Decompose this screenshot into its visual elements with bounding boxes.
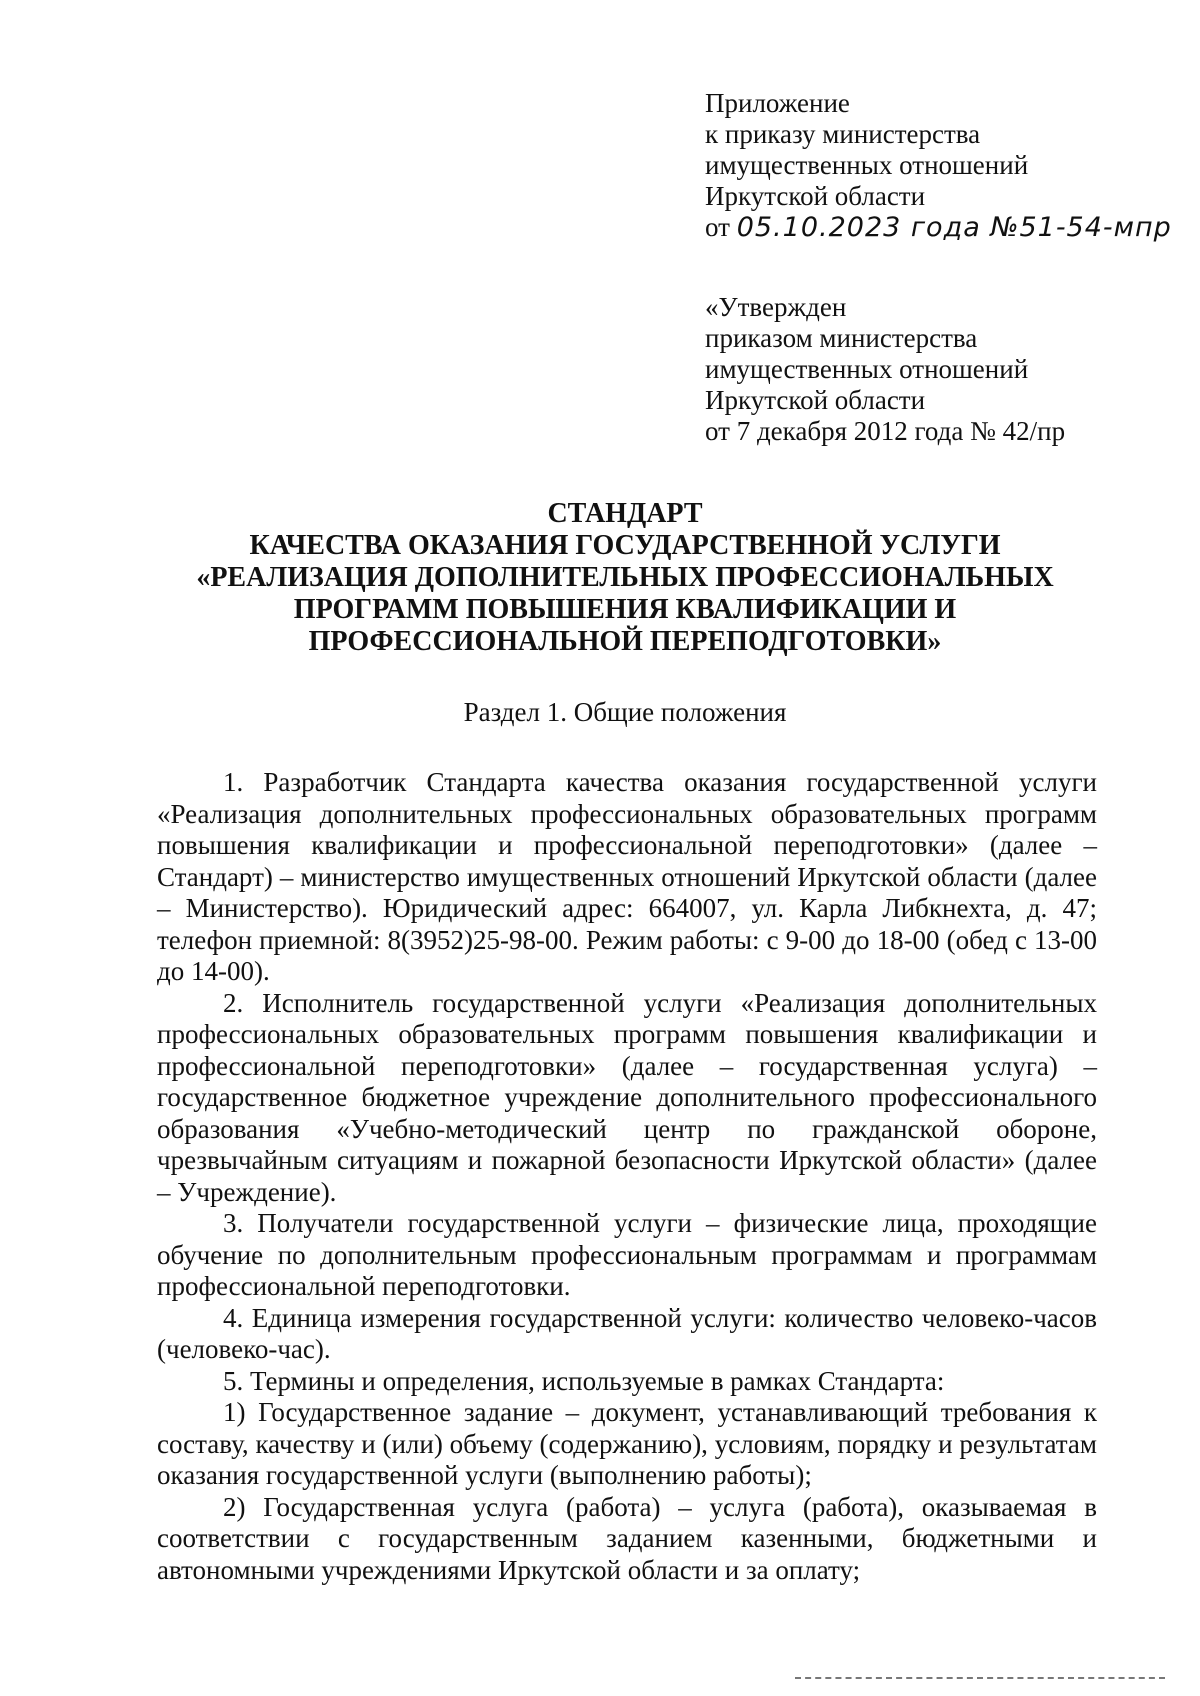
handwritten-date: 05.10.2023 года №51-54-мпр [736, 212, 1172, 243]
appendix-block [705, 88, 1172, 243]
approval-line: Иркутской области [705, 385, 926, 415]
approval-line: «Утвержден [705, 292, 847, 322]
approval-line: приказом министерства [705, 323, 978, 353]
title-line: ПРОФЕССИОНАЛЬНОЙ ПЕРЕПОДГОТОВКИ» [308, 626, 942, 657]
appendix-line: Приложение [705, 88, 850, 118]
approval-line: от 7 декабря 2012 года № 42/пр [705, 416, 1066, 446]
title-line: СТАНДАРТ [547, 498, 703, 529]
appendix-line: к приказу министерства [705, 119, 981, 149]
paragraph: 2. Исполнитель государственной услуги «Реализация дополнительных профессиональных образовательных программ повышения квалификации и профессиональной переподготовки» (далее – государственная услуга) – государственное бюджетное учреждение дополнительного профессионального образования «Учебно-методический центр по гражданской обороне, чрезвычайным ситуациям и пожарной безопасности Иркутской области» (далее – Учреждение). [157, 987, 1097, 1207]
section-heading: Раздел 1. Общие положения [463, 697, 787, 727]
title-line: ПРОГРАММ ПОВЫШЕНИЯ КВАЛИФИКАЦИИ И [293, 594, 957, 625]
document-body [157, 767, 1097, 1586]
approval-block [705, 292, 1165, 447]
paragraph: 4. Единица измерения государственной услуги: количество человеко-часов (человеко-час). [157, 1302, 1097, 1364]
appendix-date-line [705, 212, 1172, 243]
title-line: «РЕАЛИЗАЦИЯ ДОПОЛНИТЕЛЬНЫХ ПРОФЕССИОНАЛЬНЫХ [196, 562, 1054, 593]
paragraph: 2) Государственная услуга (работа) – услуга (работа), оказываемая в соответствии с государственным заданием казенными, бюджетными и автономными учреждениями Иркутской области и за оплату; [157, 1491, 1097, 1585]
appendix-date-prefix: от [705, 212, 730, 242]
appendix-line: имущественных отношений [705, 150, 1029, 180]
footer-divider [795, 1677, 1165, 1681]
title-line: КАЧЕСТВА ОКАЗАНИЯ ГОСУДАРСТВЕННОЙ УСЛУГИ [249, 530, 1001, 561]
paragraph: 1. Разработчик Стандарта качества оказания государственной услуги «Реализация дополнительных профессиональных образовательных программ повышения квалификации и профессиональной переподготовки» (далее – Стандарт) – министерство имущественных отношений Иркутской области (далее – Министерство). Юридический адрес: 664007, ул. Карла Либкнехта, д. 47; телефон приемной: 8(3952)25-98-00. Режим работы: с 9-00 до 18-00 (обед с 13-00 до 14-00). [157, 767, 1097, 986]
paragraph: 1) Государственное задание – документ, устанавливающий требования к составу, качеству и (или) объему (содержанию), условиям, порядку и результатам оказания государственной услуги (выполнению работы); [157, 1397, 1097, 1490]
appendix-line: Иркутской области [705, 181, 926, 211]
paragraph: 3. Получатели государственной услуги – физические лица, проходящие обучение по дополнительным профессиональным программам и программам профессиональной переподготовки. [157, 1208, 1097, 1301]
approval-line: имущественных отношений [705, 354, 1029, 384]
document-title [150, 498, 1100, 658]
paragraph: 5. Термины и определения, используемые в рамках Стандарта: [223, 1365, 945, 1396]
